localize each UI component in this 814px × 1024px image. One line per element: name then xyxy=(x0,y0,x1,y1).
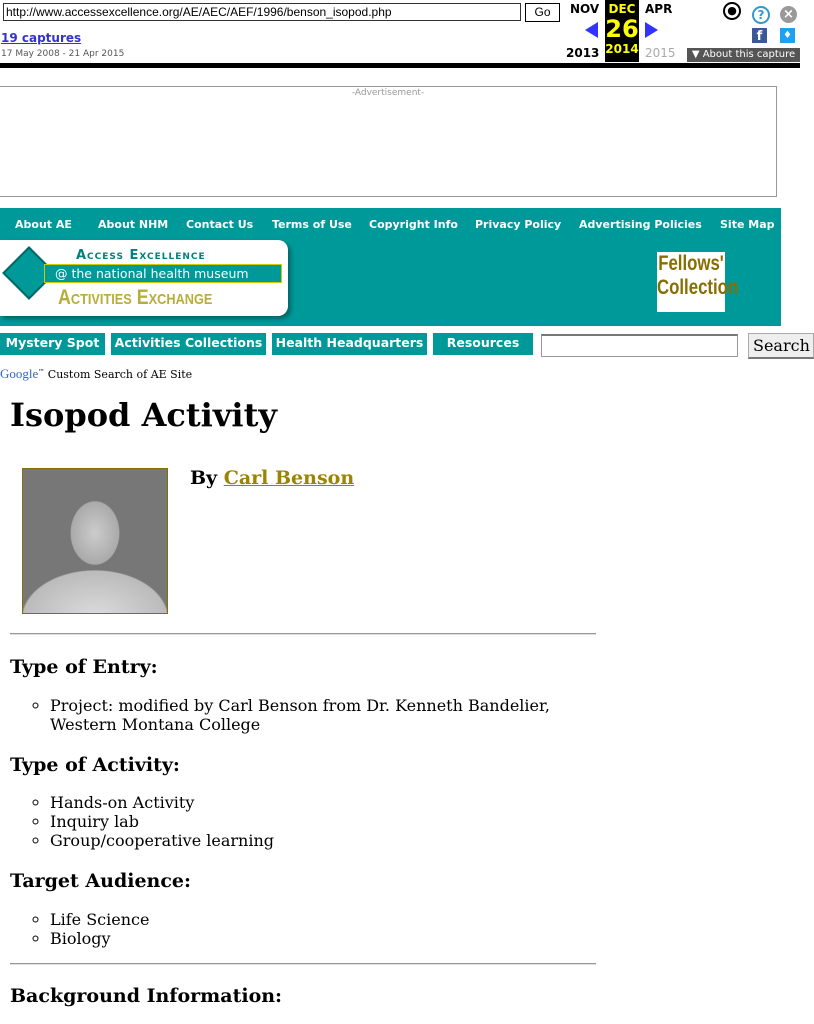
next-month: APR xyxy=(645,2,673,16)
list-item: ◦ Life Science xyxy=(50,910,600,929)
nav-health-headquarters[interactable]: Health Headquarters xyxy=(272,333,427,355)
prev-arrow-icon[interactable] xyxy=(585,22,598,38)
fellows-collection-link[interactable] xyxy=(657,252,739,312)
google-logo: Google xyxy=(0,366,39,381)
help-icon[interactable]: ? xyxy=(752,6,770,24)
logo-line3: Activities Exchange xyxy=(58,286,213,309)
logo-line2: @ the national health museum xyxy=(44,264,282,283)
section-heading: Type of Entry: xyxy=(10,656,158,678)
capture-range: 17 May 2008 - 21 Apr 2015 xyxy=(1,49,125,59)
divider xyxy=(10,963,596,965)
next-arrow-icon[interactable] xyxy=(645,22,658,38)
page-title: Isopod Activity xyxy=(10,396,277,434)
nav-sitemap[interactable]: Site Map xyxy=(720,218,775,231)
next-year: 2015 xyxy=(645,46,676,60)
advertisement xyxy=(0,86,777,197)
custom-search-label: Custom Search of AE Site xyxy=(47,368,193,381)
nav-mystery-spot[interactable]: Mystery Spot xyxy=(0,333,105,355)
list-item: ◦ Group/cooperative learning xyxy=(50,831,600,850)
list-item: ◦ Biology xyxy=(50,929,600,948)
user-icon[interactable]: ● xyxy=(723,2,741,20)
google-custom-search: Google™ Custom Search of AE Site xyxy=(0,366,193,381)
list-item: ◦ Hands-on Activity xyxy=(50,793,600,812)
about-capture-button[interactable]: ▼ About this capture xyxy=(687,48,800,62)
site-logo[interactable] xyxy=(0,240,288,316)
twitter-icon[interactable]: ♦ xyxy=(780,28,795,43)
close-icon[interactable]: × xyxy=(780,6,797,23)
captures-link[interactable]: 19 captures xyxy=(1,31,82,45)
section-heading: Type of Activity: xyxy=(10,754,180,776)
section-heading: Target Audience: xyxy=(10,870,192,892)
fellows-text: Fellows' xyxy=(658,252,724,275)
nav-about-ae[interactable]: About AE xyxy=(15,218,72,231)
search-input[interactable] xyxy=(541,334,738,357)
section-heading: Background Information: xyxy=(10,985,283,1007)
nav-resources[interactable]: Resources xyxy=(433,333,533,355)
divider xyxy=(10,633,596,635)
url-input[interactable]: http://www.accessexcellence.org/AE/AEC/AEF/1996/benson_isopod.php xyxy=(3,3,521,21)
by-label: By xyxy=(190,467,224,489)
entry-list xyxy=(10,696,600,734)
collection-text: Collection xyxy=(657,276,739,299)
cur-month: DEC xyxy=(608,2,636,16)
facebook-icon[interactable]: f xyxy=(752,28,767,43)
search-button[interactable]: Search xyxy=(748,333,814,359)
wayback-toolbar xyxy=(0,0,800,68)
prev-month[interactable]: NOV xyxy=(570,2,600,16)
nav-contact[interactable]: Contact Us xyxy=(186,218,254,231)
nav-activities-collections[interactable]: Activities Collections xyxy=(111,333,266,355)
audience-list xyxy=(10,910,600,948)
cur-day: 26 xyxy=(605,15,639,43)
prev-year[interactable]: 2013 xyxy=(566,46,600,60)
nav-terms[interactable]: Terms of Use xyxy=(272,218,352,231)
nav-copyright[interactable]: Copyright Info xyxy=(369,218,458,231)
logo-line1: Access Excellence xyxy=(76,248,206,263)
byline xyxy=(190,467,354,489)
cur-year: 2014 xyxy=(605,42,639,56)
go-button[interactable]: Go xyxy=(525,3,560,22)
nav-advertising[interactable]: Advertising Policies xyxy=(579,218,702,231)
author-photo xyxy=(22,468,168,614)
list-item: ◦ Project: modified by Carl Benson from Dr. Kenneth Bandelier, Western Montana College xyxy=(50,696,600,734)
current-capture xyxy=(605,0,639,62)
author-link[interactable]: Carl Benson xyxy=(223,467,355,489)
ad-label: -Advertisement- xyxy=(351,88,425,98)
activity-list xyxy=(10,793,600,850)
nav-privacy[interactable]: Privacy Policy xyxy=(475,218,562,231)
nav-about-nhm[interactable]: About NHM xyxy=(98,218,169,231)
list-item: ◦ Inquiry lab xyxy=(50,812,600,831)
